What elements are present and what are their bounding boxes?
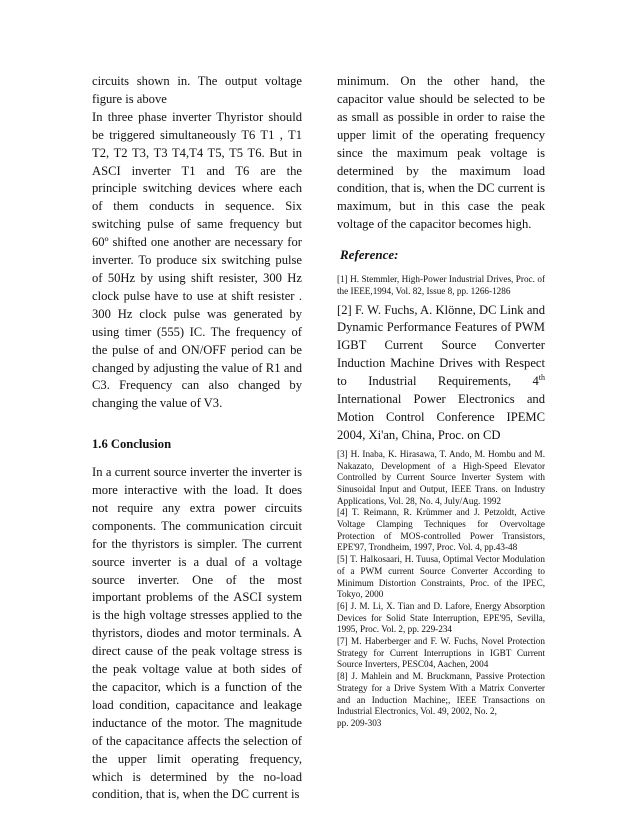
right-column [337, 73, 545, 730]
reference-item-8: [8] J. Mahlein and M. Bruckmann, Passive Protection Strategy for a Drive System With a Matrix Converter and an Induction Machine;, IEEE Transactions on Industrial Electronics, Vol. 49, 2002, No. 2, [337, 671, 545, 717]
reference-item-2-text-continued: International Power Electronics and Motion Control Conference IPEMC 2004, Xi'an, China, Proc. on CD [337, 392, 545, 442]
reference-item-6: [6] J. M. Li, X. Tian and D. Lafore, Energy Absorption Devices for Solid State Interruption, EPE'95, Sevilla, 1995, Proc. Vol. 2, pp. 229-234 [337, 600, 545, 635]
reference-item-7: [7] M. Haberberger and F. W. Fuchs, Novel Protection Strategy for Current Interruptions in IGBT Current Source Inverters, PESC04, Aachen, 2004 [337, 636, 545, 670]
reference-item-2-superscript: th [538, 373, 545, 382]
section-heading-conclusion: 1.6 Conclusion [92, 437, 172, 452]
reference-item-5: [5] T. Halkosaari, H. Tuusa, Optimal Vector Modulation of a PWM current Source Converter According to Minimum Distortion Constraints, Proc. of the IPEC, Tokyo, 2000 [337, 554, 545, 600]
left-column [92, 73, 302, 804]
paragraph-capacitor-selection: minimum. On the other hand, the capacitor value should be selected to be as small as possible in order to raise the upper limit of the operating frequency since the maximum peak voltage is determined by the maximum load condition, that is, when the DC current is maximum, but in this case the peak voltage of the capacitor becomes high. [337, 74, 545, 232]
reference-item-4: [4] T. Reimann, R. Krümmer and J. Petzoldt, Active Voltage Clamping Techniques for Overvoltage Protection of MOS-controlled Power Transistors, EPE'97, Trondheim, 1997, Proc. Vol. 4, pp.43-48 [337, 507, 545, 553]
reference-item-3: [3] H. Inaba, K. Hirasawa, T. Ando, M. Hombu and M. Nakazato, Development of a High-Speed Elevator Controlled by Current Source Inverter System with Sinusoidal Input and Output, IEEE Trans. on Industry Applications, Vol. 28, No. 4, July/Aug. 1992 [337, 448, 545, 506]
reference-item-8-pages: pp. 209-303 [337, 717, 382, 728]
reference-heading: Reference: [340, 247, 399, 263]
reference-item-1: [1] H. Stemmler, High-Power Industrial Drives, Proc. of the IEEE,1994, Vol. 82, Issue 8, pp. 1266-1286 [337, 274, 545, 296]
paragraph-thyristor-triggering: In three phase inverter Thyristor should be triggered simultaneously T6 T1 , T1 T2, T2 T3, T3 T4,T4 T5, T5 T6. But in ASCI inverter T1 and T6 are the principle switching devices where each of them conducts in sequence. Six switching pulse of same frequency but 60º shifted one another are necessary for inverter. To produce six switching pulse of 50Hz by using shift resister, 300 Hz clock pulse have to use at shift resister . 300 Hz clock pulse was generated by using timer (555) IC. The frequency of the pulse of and ON/OFF period can be changed by adjusting the value of R1 and C3. Frequency can also changed by changing the value of V3. [92, 109, 302, 411]
reference-item-2 [337, 302, 545, 445]
paragraph-conclusion: In a current source inverter the inverter is more interactive with the load. It does not require any extra power circuits components. The communication circuit for the thyristors is simpler. The current source inverter is a dual of a voltage source inverter. One of the most important problems of the ASCI system is the high voltage stresses applied to the thyristors, diodes and motor terminals. A direct cause of the peak voltage stress is the peak voltage value at both sides of the capacitor, which is a function of the load condition, capacitance and leakage inductance of the motor. The magnitude of the capacitance affects the selection of the upper limit operating frequency, which is determined by the no-load condition, that is, when the DC current is [92, 465, 302, 802]
paragraph-output-voltage: circuits shown in. The output voltage figure is above [92, 74, 302, 106]
reference-item-2-text: [2] F. W. Fuchs, A. Klönne, DC Link and Dynamic Performance Features of PWM IGBT Current Source Converter Induction Machine Drives with Respect to Industrial Requirements, 4 [337, 302, 545, 389]
